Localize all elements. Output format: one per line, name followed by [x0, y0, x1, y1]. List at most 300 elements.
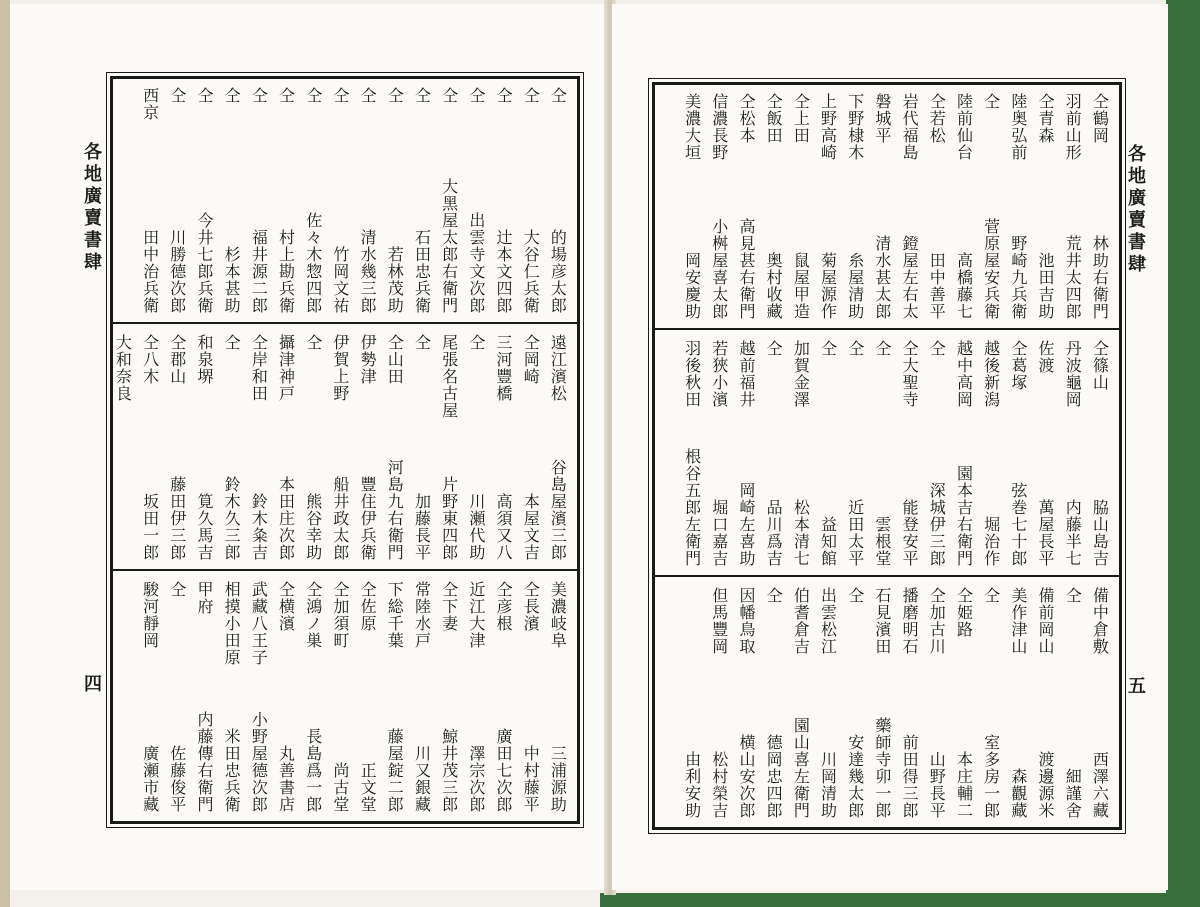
listing-entry — [1059, 332, 1086, 575]
entry-bookseller-name: 加藤長平 — [412, 493, 432, 561]
entry-bookseller-name: 竹岡文祐 — [330, 246, 350, 314]
entry-bookseller-name: 三浦源助 — [548, 745, 568, 813]
entry-place: 仝佐原 — [358, 581, 378, 632]
entry-place: 佐渡 — [1036, 340, 1056, 374]
entry-bookseller-name: 正文堂 — [358, 762, 378, 813]
entry-bookseller-name: 西澤六藏 — [1090, 751, 1110, 819]
entry-bookseller-name: 高橋藤七 — [954, 252, 974, 320]
entry-place: 仝加須町 — [330, 581, 350, 649]
entry-bookseller-name: 船井政太郎 — [330, 476, 350, 561]
entry-place: 甲府 — [194, 581, 214, 615]
listing-entry — [950, 85, 977, 328]
listing-entry — [544, 573, 571, 821]
entry-place: 越前福井 — [736, 340, 756, 408]
listing-entry — [408, 573, 435, 821]
listing-entry — [1086, 332, 1113, 575]
entry-bookseller-name: 藤田伊三郎 — [167, 476, 187, 561]
listing-entry — [190, 573, 217, 821]
entry-place: 仝山田 — [385, 334, 405, 385]
entry-bookseller-name: 石田忠兵衛 — [412, 229, 432, 314]
entry-bookseller-name: 德岡忠四郎 — [764, 734, 784, 819]
entry-place: 常陸水戸 — [412, 581, 432, 649]
listing-entry — [218, 573, 245, 821]
listing-entry — [163, 326, 190, 569]
entry-place: 仝 — [194, 87, 214, 104]
listing-entry — [760, 579, 787, 827]
entry-bookseller-name: 岡安慶助 — [682, 252, 702, 320]
listing-frame-left — [110, 76, 580, 824]
entry-bookseller-name: 脇山島吉 — [1090, 499, 1110, 567]
entry-bookseller-name: 野崎九兵衛 — [1008, 235, 1028, 320]
entry-bookseller-name: 前田得三郎 — [900, 734, 920, 819]
entry-bookseller-name: 本屋文吉 — [521, 493, 541, 561]
entry-place: 仝 — [548, 87, 568, 104]
entry-place: 美作津山 — [1008, 587, 1028, 655]
listing-band — [113, 326, 577, 571]
listing-entry — [678, 579, 705, 827]
entry-bookseller-name: 丸善書店 — [276, 745, 296, 813]
entry-place: 仝 — [439, 87, 459, 104]
entry-bookseller-name: 的場彦太郎 — [548, 229, 568, 314]
listing-entry — [489, 326, 516, 569]
entry-place: 仝 — [872, 340, 892, 357]
entry-bookseller-name: 岡崎左喜助 — [736, 482, 756, 567]
listing-entry — [868, 85, 895, 328]
entry-bookseller-name: 今井七郎兵衛 — [194, 212, 214, 314]
listing-band — [113, 79, 577, 324]
entry-place: 仝 — [981, 93, 1001, 110]
entry-place: 陸前仙台 — [954, 93, 974, 161]
entry-place: 尾張名古屋 — [439, 334, 459, 419]
entry-bookseller-name: 豐住伊兵衛 — [358, 476, 378, 561]
entry-place: 仝八木 — [140, 334, 160, 385]
entry-place: 仝 — [167, 87, 187, 104]
listing-entry — [868, 332, 895, 575]
book-cover-green-edge — [1166, 0, 1200, 907]
entry-place: 美濃岐阜 — [548, 581, 568, 649]
entry-place: 仝 — [412, 87, 432, 104]
entry-bookseller-name: 品川爲吉 — [764, 499, 784, 567]
entry-bookseller-name: 本田庄次郎 — [276, 476, 296, 561]
listing-entry — [760, 332, 787, 575]
entry-bookseller-name: 本庄輔二 — [954, 751, 974, 819]
listing-entry — [245, 79, 272, 322]
listing-entry — [517, 326, 544, 569]
entry-place: 仝 — [1063, 587, 1083, 604]
entry-place: 下総千葉 — [385, 581, 405, 649]
entry-place: 仝郡山 — [167, 334, 187, 385]
listing-entry — [1004, 579, 1031, 827]
entry-place: 攝津神戸 — [276, 334, 296, 402]
listing-entry — [190, 79, 217, 322]
entry-bookseller-name: 細謹舍 — [1063, 768, 1083, 819]
entry-place: 備前岡山 — [1036, 587, 1056, 655]
listing-entry — [1086, 85, 1113, 328]
entry-bookseller-name: 川瀬代助 — [466, 493, 486, 561]
entry-bookseller-name: 清水幾三郎 — [358, 229, 378, 314]
listing-entry — [381, 79, 408, 322]
entry-bookseller-name: 高見甚右衛門 — [736, 218, 756, 320]
book-cover-green-bottom — [600, 893, 1200, 907]
listing-band — [113, 573, 577, 821]
entry-bookseller-name: 高須又八 — [494, 493, 514, 561]
listing-entry — [896, 579, 923, 827]
entry-place: 陸奥弘前 — [1008, 93, 1028, 161]
entry-bookseller-name: 大谷仁兵衛 — [521, 229, 541, 314]
running-head-left: 各地廣賣書肆 — [81, 142, 102, 274]
entry-place: 仝 — [927, 340, 947, 357]
entry-place: 仝 — [466, 87, 486, 104]
listing-entry — [272, 79, 299, 322]
entry-bookseller-name: 堀治作 — [981, 516, 1001, 567]
entry-bookseller-name: 福井源二郎 — [249, 229, 269, 314]
listing-entry — [814, 579, 841, 827]
entry-place: 仝 — [276, 87, 296, 104]
entry-bookseller-name: 廣田七次郎 — [494, 728, 514, 813]
entry-bookseller-name: 佐々木惣四郎 — [303, 212, 323, 314]
listing-entry — [381, 573, 408, 821]
entry-bookseller-name: 益知館 — [818, 516, 838, 567]
entry-place: 仝 — [764, 587, 784, 604]
listing-entry — [1004, 85, 1031, 328]
listing-band — [655, 332, 1119, 577]
listing-entry — [299, 79, 326, 322]
listing-entry — [841, 579, 868, 827]
entry-bookseller-name: 園本吉右衛門 — [954, 465, 974, 567]
entry-place: 上野高崎 — [818, 93, 838, 161]
listing-entry — [326, 573, 353, 821]
entry-place: 若狹小濱 — [709, 340, 729, 408]
entry-bookseller-name: 鼠屋甲造 — [791, 252, 811, 320]
entry-place: 仝岸和田 — [249, 334, 269, 402]
entry-bookseller-name: 渡邊源米 — [1036, 751, 1056, 819]
entry-bookseller-name: 田中治兵衛 — [140, 229, 160, 314]
entry-bookseller-name: 出雲寺文次郎 — [466, 212, 486, 314]
entry-place: 仝若松 — [927, 93, 947, 144]
entry-place: 信濃長野 — [709, 93, 729, 161]
entry-bookseller-name: 廣瀬市藏 — [140, 745, 160, 813]
entry-bookseller-name: 松本清七 — [791, 499, 811, 567]
entry-bookseller-name: 尚古堂 — [330, 762, 350, 813]
entry-bookseller-name: 奥村收藏 — [764, 252, 784, 320]
listing-entry — [462, 79, 489, 322]
listing-entry — [218, 79, 245, 322]
entry-bookseller-name: 内藤半七 — [1063, 499, 1083, 567]
listing-entry — [381, 326, 408, 569]
entry-place: 仝 — [303, 87, 323, 104]
listing-entry — [923, 332, 950, 575]
listing-entry — [299, 573, 326, 821]
listing-entry — [678, 332, 705, 575]
entry-place: 下野棣木 — [845, 93, 865, 161]
listing-entry — [435, 573, 462, 821]
entry-bookseller-name: 能登安平 — [900, 499, 920, 567]
entry-place: 近江大津 — [466, 581, 486, 649]
entry-bookseller-name: 糸屋清助 — [845, 252, 865, 320]
listing-entry — [435, 326, 462, 569]
entry-bookseller-name: 藥師寺卯一郎 — [872, 717, 892, 819]
entry-place: 越中高岡 — [954, 340, 974, 408]
entry-bookseller-name: 川岡清助 — [818, 751, 838, 819]
entry-place: 仝 — [764, 340, 784, 357]
page-number-left: 四 — [84, 674, 102, 695]
listing-entry — [272, 326, 299, 569]
entry-place: 因幡鳥取 — [736, 587, 756, 655]
page-number-right: 五 — [1128, 676, 1146, 697]
entry-bookseller-name: 小野屋德次郎 — [249, 711, 269, 813]
entry-place: 仝 — [385, 87, 405, 104]
listing-entry — [760, 85, 787, 328]
entry-bookseller-name: 村上勘兵衛 — [276, 229, 296, 314]
entry-place: 仝 — [466, 334, 486, 351]
listing-entry — [705, 85, 732, 328]
listing-entry — [977, 85, 1004, 328]
entry-place: 仝 — [249, 87, 269, 104]
entry-bookseller-name: 小桝屋喜太郎 — [709, 218, 729, 320]
entry-bookseller-name: 筧久馬吉 — [194, 493, 214, 561]
listing-entry — [1031, 85, 1058, 328]
entry-bookseller-name: 荒井太四郎 — [1063, 235, 1083, 320]
entry-place: 仝 — [981, 587, 1001, 604]
listing-entry — [489, 573, 516, 821]
entry-place: 越後新潟 — [981, 340, 1001, 408]
listing-entry — [136, 573, 163, 821]
entry-place: 大和奈良 — [113, 334, 133, 402]
entry-place: 仝 — [845, 587, 865, 604]
listing-entry — [977, 332, 1004, 575]
entry-place: 仝長濱 — [521, 581, 541, 632]
listing-entry — [462, 326, 489, 569]
entry-place: 仝鶴岡 — [1090, 93, 1110, 144]
listing-entry — [272, 573, 299, 821]
entry-bookseller-name: 辻本文四郎 — [494, 229, 514, 314]
entry-bookseller-name: 松村榮吉 — [709, 751, 729, 819]
listing-entry — [299, 326, 326, 569]
entry-bookseller-name: 池田吉助 — [1036, 252, 1056, 320]
entry-place: 播磨明石 — [900, 587, 920, 655]
entry-place: 駿河靜岡 — [140, 581, 160, 649]
entry-bookseller-name: 中村藤平 — [521, 745, 541, 813]
entry-place: 仝鴻ノ巣 — [303, 581, 323, 649]
entry-bookseller-name: 菅原屋安兵衛 — [981, 218, 1001, 320]
entry-bookseller-name: 坂田一郎 — [140, 493, 160, 561]
listing-entry — [354, 326, 381, 569]
listing-entry — [408, 326, 435, 569]
listing-entry — [136, 79, 163, 322]
entry-place: 美濃大垣 — [682, 93, 702, 161]
entry-place: 仝 — [330, 87, 350, 104]
entry-bookseller-name: 片野東四郎 — [439, 476, 459, 561]
listing-entry — [1031, 332, 1058, 575]
listing-entry — [163, 573, 190, 821]
entry-bookseller-name: 園山喜左衛門 — [791, 717, 811, 819]
listing-entry — [678, 85, 705, 328]
listing-entry — [435, 79, 462, 322]
entry-place: 仝 — [222, 334, 242, 351]
entry-place: 仝 — [521, 87, 541, 104]
entry-place: 相摸小田原 — [222, 581, 242, 666]
listing-entry — [950, 332, 977, 575]
entry-place: 仝加古川 — [927, 587, 947, 655]
entry-place: 仝松本 — [736, 93, 756, 144]
listing-entry — [868, 579, 895, 827]
entry-place: 武藏八王子 — [249, 581, 269, 666]
listing-entry — [787, 579, 814, 827]
entry-place: 仝岡崎 — [521, 334, 541, 385]
listing-entry — [950, 579, 977, 827]
running-head-right: 各地廣賣書肆 — [1125, 144, 1146, 276]
listing-entry — [814, 85, 841, 328]
entry-place: 遠江濱松 — [548, 334, 568, 402]
listing-entry — [705, 332, 732, 575]
entry-place: 仝 — [303, 334, 323, 351]
listing-entry — [462, 573, 489, 821]
listing-entry — [705, 579, 732, 827]
entry-bookseller-name: 鐙屋左右太 — [900, 235, 920, 320]
entry-bookseller-name: 萬屋長平 — [1036, 499, 1056, 567]
listing-entry — [544, 79, 571, 322]
listing-entry — [923, 85, 950, 328]
entry-place: 仝上田 — [791, 93, 811, 144]
entry-bookseller-name: 林助右衛門 — [1090, 235, 1110, 320]
entry-bookseller-name: 田中善平 — [927, 252, 947, 320]
listing-entry — [923, 579, 950, 827]
entry-bookseller-name: 長島爲一郎 — [303, 728, 323, 813]
listing-entry — [841, 85, 868, 328]
listing-entry — [896, 85, 923, 328]
entry-place: 伊勢津 — [358, 334, 378, 385]
entry-place: 仝 — [412, 334, 432, 351]
entry-bookseller-name: 杉本甚助 — [222, 246, 242, 314]
entry-place: 出雲松江 — [818, 587, 838, 655]
listing-entry — [1059, 85, 1086, 328]
entry-place: 仝 — [845, 340, 865, 357]
entry-place: 仝葛塚 — [1008, 340, 1028, 391]
entry-bookseller-name: 根谷五郎左衛門 — [682, 448, 702, 567]
entry-bookseller-name: 山野長平 — [927, 751, 947, 819]
listing-entry — [136, 326, 163, 569]
entry-place: 仝 — [222, 87, 242, 104]
entry-bookseller-name: 近田太平 — [845, 499, 865, 567]
entry-place: 石見濱田 — [872, 587, 892, 655]
entry-place: 西京 — [140, 87, 160, 121]
entry-bookseller-name: 河島九右衛門 — [385, 459, 405, 561]
entry-bookseller-name: 室多房一郎 — [981, 734, 1001, 819]
listing-frame-right — [652, 82, 1122, 830]
entry-place: 三河豐橋 — [494, 334, 514, 402]
entry-bookseller-name: 堀口嘉吉 — [709, 499, 729, 567]
entry-bookseller-name: 佐藤俊平 — [167, 745, 187, 813]
entry-bookseller-name: 藤屋錠二郎 — [385, 728, 405, 813]
listing-entry — [1004, 332, 1031, 575]
listing-entry — [326, 79, 353, 322]
entry-place: 羽前山形 — [1063, 93, 1083, 161]
entry-place: 仝姫路 — [954, 587, 974, 638]
entry-place: 仝飯田 — [764, 93, 784, 144]
entry-place: 仝 — [358, 87, 378, 104]
entry-bookseller-name: 菊屋源作 — [818, 252, 838, 320]
listing-entry — [1059, 579, 1086, 827]
entry-place: 伯耆倉吉 — [791, 587, 811, 655]
entry-place: 磐城平 — [872, 93, 892, 144]
entry-place: 仝大聖寺 — [900, 340, 920, 408]
listing-entry — [245, 573, 272, 821]
listing-entry — [326, 326, 353, 569]
right-page — [612, 4, 1168, 890]
entry-bookseller-name: 熊谷幸助 — [303, 493, 323, 561]
entry-place: 仝下妻 — [439, 581, 459, 632]
entry-place: 仝彦根 — [494, 581, 514, 632]
entry-place: 仝 — [167, 581, 187, 598]
entry-place: 伊賀上野 — [330, 334, 350, 402]
listing-entry — [517, 573, 544, 821]
listing-entry — [218, 326, 245, 569]
entry-bookseller-name: 雲根堂 — [872, 516, 892, 567]
entry-bookseller-name: 若林茂助 — [385, 246, 405, 314]
listing-band — [655, 579, 1119, 827]
entry-place: 仝 — [818, 340, 838, 357]
entry-place: 和泉堺 — [194, 334, 214, 385]
entry-place: 丹波龜岡 — [1063, 340, 1083, 408]
entry-place: 岩代福島 — [900, 93, 920, 161]
entry-bookseller-name: 弦巻七十郎 — [1008, 482, 1028, 567]
entry-bookseller-name: 安達幾太郎 — [845, 734, 865, 819]
entry-bookseller-name: 横山安次郎 — [736, 734, 756, 819]
entry-bookseller-name: 鈴木久三郎 — [222, 476, 242, 561]
entry-bookseller-name: 米田忠兵衛 — [222, 728, 242, 813]
listing-entry — [732, 579, 759, 827]
entry-bookseller-name: 内藤傳右衛門 — [194, 711, 214, 813]
listing-entry — [190, 326, 217, 569]
entry-place: 仝 — [494, 87, 514, 104]
listing-entry — [489, 79, 516, 322]
entry-place: 仝青森 — [1036, 93, 1056, 144]
entry-bookseller-name: 川又銀藏 — [412, 745, 432, 813]
entry-bookseller-name: 鈴木粂吉 — [249, 493, 269, 561]
listing-entry — [245, 326, 272, 569]
listing-entry — [977, 579, 1004, 827]
listing-entry — [354, 573, 381, 821]
entry-bookseller-name: 谷島屋濱三郎 — [548, 459, 568, 561]
listing-entry — [787, 332, 814, 575]
entry-place: 仝篠山 — [1090, 340, 1110, 391]
listing-entry — [163, 79, 190, 322]
listing-entry — [732, 332, 759, 575]
entry-bookseller-name: 清水甚太郎 — [872, 235, 892, 320]
entry-place: 羽後秋田 — [682, 340, 702, 408]
entry-bookseller-name: 川勝德次郎 — [167, 229, 187, 314]
entry-bookseller-name: 深城伊三郎 — [927, 482, 947, 567]
listing-entry — [408, 79, 435, 322]
entry-bookseller-name: 由利安助 — [682, 751, 702, 819]
entry-bookseller-name: 大黑屋太郎右衛門 — [439, 178, 459, 314]
left-page — [10, 4, 609, 890]
listing-entry — [109, 326, 136, 569]
listing-entry — [1086, 579, 1113, 827]
listing-band — [655, 85, 1119, 330]
entry-place: 但馬豐岡 — [709, 587, 729, 655]
listing-entry — [896, 332, 923, 575]
listing-entry — [732, 85, 759, 328]
entry-bookseller-name: 鯨井茂三郎 — [439, 728, 459, 813]
listing-entry — [841, 332, 868, 575]
listing-entry — [354, 79, 381, 322]
listing-entry — [517, 79, 544, 322]
listing-entry — [787, 85, 814, 328]
listing-entry — [544, 326, 571, 569]
entry-bookseller-name: 澤宗次郎 — [466, 745, 486, 813]
entry-place: 加賀金澤 — [791, 340, 811, 408]
